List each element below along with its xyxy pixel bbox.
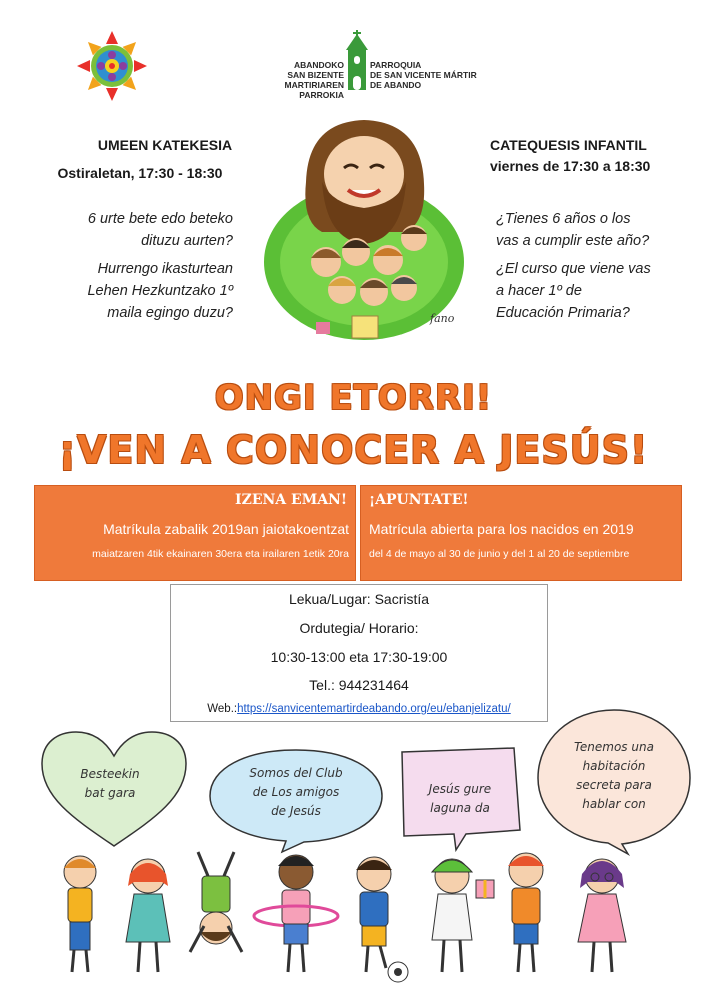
schedule-label: Ordutegia/ Horario: [299, 620, 419, 636]
mandala-logo-icon [76, 30, 148, 102]
web-label: Web.: [207, 703, 238, 715]
jesus-hugging-children-illustration [256, 112, 472, 352]
phone-text: Tel.: 944231464 [309, 677, 409, 693]
headline-spanish: ¡VEN A CONOCER A JESÚS! [58, 428, 649, 472]
child-icon [126, 859, 170, 972]
children-playing-illustration [40, 846, 670, 986]
web-line [171, 703, 547, 715]
child-icon [432, 859, 472, 972]
spanish-schedule: viernes de 17:30 a 18:30 [490, 158, 651, 174]
headline-basque: ONGI ETORRI! [214, 378, 493, 418]
church-icon [344, 30, 370, 90]
basque-question-2: Hurrengo ikasturtean Lehen Hezkuntzako 1º maila egingo duzu? [87, 261, 233, 321]
square-bubble-text: Jesús gure laguna da [428, 782, 492, 815]
parish-logo [232, 30, 477, 100]
child-icon [356, 857, 408, 982]
circle-bubble-text: Tenemos una habitación secreta para hablar con [574, 740, 654, 811]
spanish-question-1: ¿Tienes 6 años o los vas a cumplir este año? [496, 211, 650, 249]
child-icon [190, 852, 242, 952]
signup-heading-spanish: ¡APUNTATE! [369, 492, 469, 508]
signup-dates-spanish: del 4 de mayo al 30 de junio y del 1 al 20 de septiembre [369, 548, 630, 560]
basque-question-1: 6 urte bete edo beteko dituzu aurten? [87, 211, 233, 249]
illustration-signature: fano [430, 312, 455, 325]
child-icon [254, 855, 338, 972]
signup-box-spanish [360, 485, 682, 581]
parish-name-basque: ABANDOKO SAN BIZENTE MARTIRIAREN PARROKIA [284, 60, 344, 100]
oval-bubble-text: Somos del Club de Los amigos de Jesús [249, 766, 343, 818]
basque-title: UMEEN KATEKESIA [97, 137, 233, 153]
child-icon [578, 859, 626, 972]
hours-text: 10:30-13:00 eta 17:30-19:00 [270, 649, 448, 665]
spanish-title: CATEQUESIS INFANTIL [490, 137, 647, 153]
signup-main-basque: Matríkula zabalik 2019an jaiotakoentzat [103, 521, 349, 537]
web-link[interactable]: https://sanvicentemartirdeabando.org/eu/ebanjelizatu/ [237, 703, 511, 715]
child-icon [64, 856, 96, 972]
place-text: Lekua/Lugar: Sacristía [288, 591, 430, 607]
parish-name-spanish: PARROQUIA DE SAN VICENTE MÁRTIR DE ABANDO [370, 60, 477, 90]
child-icon [476, 853, 544, 972]
basque-schedule: Ostiraletan, 17:30 - 18:30 [57, 165, 223, 181]
signup-heading-basque: IZENA EMAN! [235, 492, 347, 508]
signup-box-basque [34, 485, 356, 581]
info-box [170, 584, 548, 722]
signup-dates-basque: maiatzaren 4tik ekainaren 30era eta irailaren 1etik 20ra [92, 548, 349, 560]
signup-main-spanish: Matrícula abierta para los nacidos en 2019 [369, 521, 634, 537]
spanish-question-2: ¿El curso que viene vas a hacer 1º de Educación Primaria? [496, 261, 651, 321]
heart-bubble-text: Besteekin bat gara [80, 767, 140, 800]
